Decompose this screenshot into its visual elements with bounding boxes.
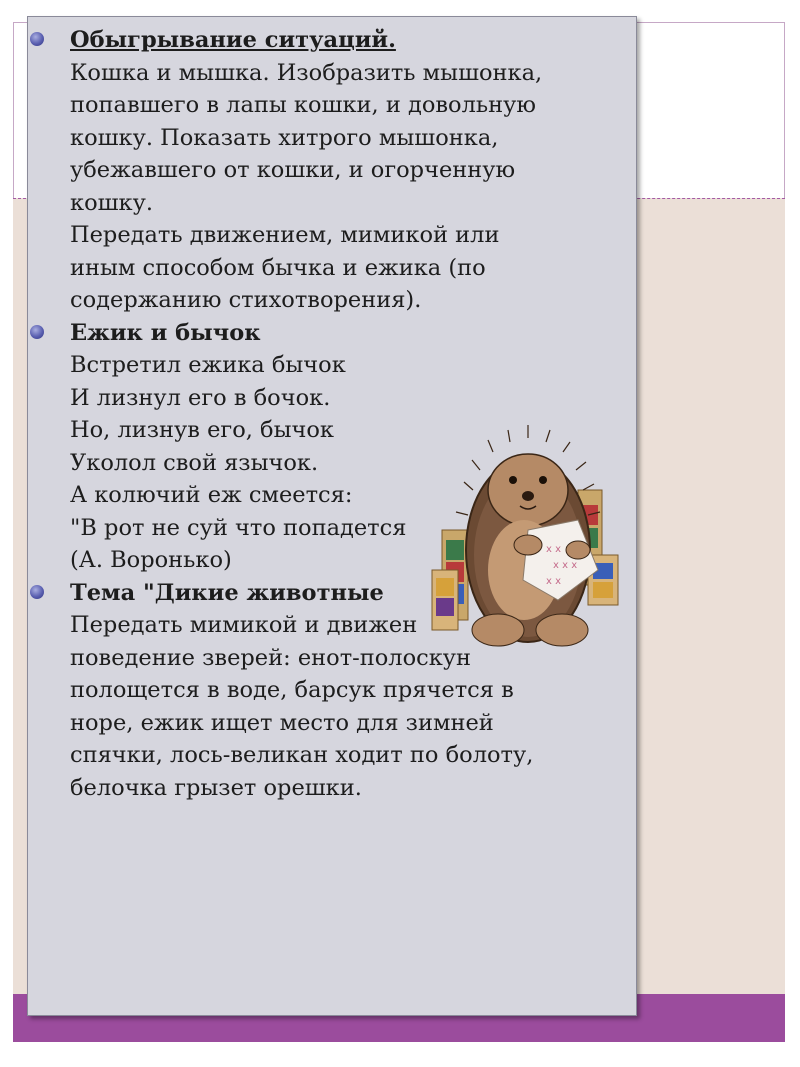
text-line: Передать мимикой и движен (70, 612, 418, 638)
section-heading: Обыгрывание ситуаций. (70, 27, 396, 53)
svg-text:x x: x x (546, 576, 562, 587)
svg-text:x x x: x x x (553, 560, 578, 571)
poem-author: (А. Воронько) (70, 547, 232, 573)
text-line: убежавшего от кошки, и огорченную (70, 157, 516, 183)
poem-line: Но, лизнув его, бычок (70, 417, 334, 443)
text-line: поведение зверей: енот-полоскун (70, 644, 472, 671)
text-line: попавшего в лапы кошки, и довольную (70, 92, 536, 118)
text-line: норе, ежик ищет место для зимней (70, 709, 494, 736)
text-line: содержанию стихотворения). (70, 287, 422, 313)
text-line: полощется в воде, барсук прячется в (70, 677, 514, 703)
text-line: иным способом бычка и ежика (по (70, 254, 486, 281)
text-line: Передать движением, мимикой или (70, 222, 500, 248)
bullet-icon (30, 585, 44, 599)
text-line: Кошка и мышка. Изобразить мышонка, (70, 59, 543, 86)
hedgehog-clipart (428, 380, 628, 660)
bullet-icon (30, 32, 44, 46)
section-heading: Тема "Дикие животные (70, 579, 384, 606)
text-line: белочка грызет орешки. (70, 774, 362, 801)
text-line: кошку. Показать хитрого мышонка, (70, 124, 499, 151)
section-heading: Ежик и бычок (70, 319, 261, 346)
bullet-icon (30, 325, 44, 339)
section-situations (70, 24, 630, 317)
svg-text:x x: x x (546, 544, 562, 555)
poem-line: "В рот не суй что попадется (70, 514, 407, 541)
poem-line: А колючий еж смеется: (70, 482, 353, 508)
text-line: спячки, лось-великан ходит по болоту, (70, 742, 534, 768)
text-line: кошку. (70, 189, 153, 216)
poem-line: И лизнул его в бочок. (70, 384, 331, 411)
spools-left (432, 530, 468, 630)
poem-line: Уколол свой язычок. (70, 449, 319, 476)
poem-line: Встретил ежика бычок (70, 352, 346, 378)
